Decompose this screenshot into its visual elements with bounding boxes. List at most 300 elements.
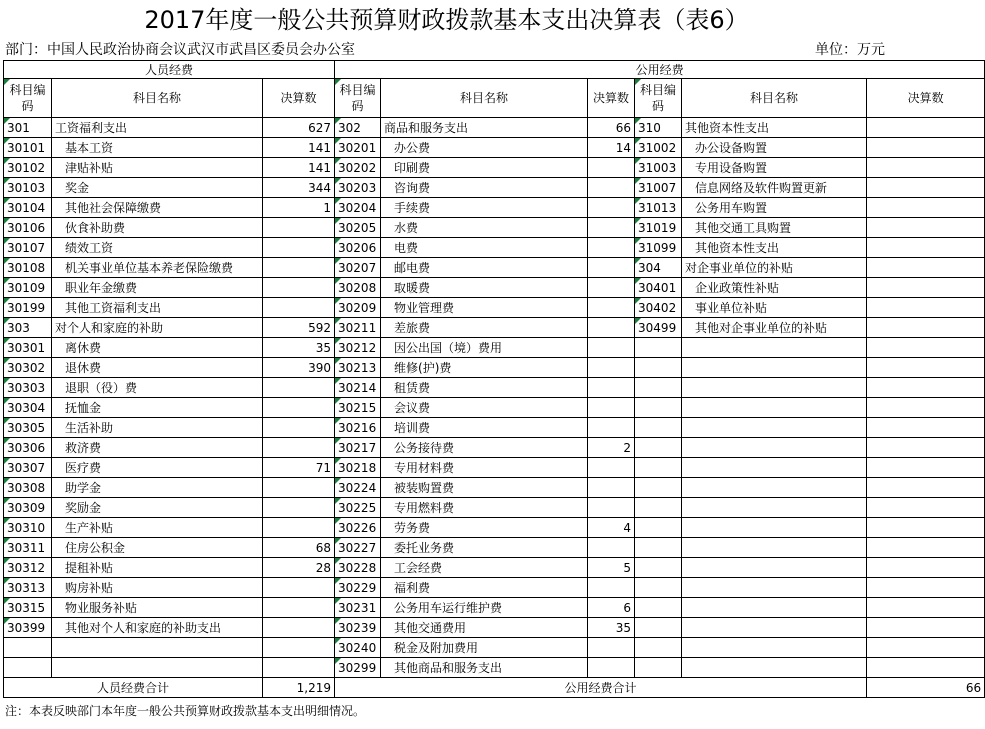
public-name-cell: 水费 bbox=[381, 218, 588, 238]
public-name-cell: 会议费 bbox=[381, 398, 588, 418]
personnel-amount-cell: 35 bbox=[263, 338, 335, 358]
capital-code-cell bbox=[635, 518, 682, 538]
capital-name-cell: 其他资本性支出 bbox=[682, 238, 867, 258]
personnel-code-cell: 30310 bbox=[4, 518, 52, 538]
personnel-name-cell: 其他工资福利支出 bbox=[52, 298, 263, 318]
footnote: 注：本表反映部门本年度一般公共预算财政拨款基本支出明细情况。 bbox=[5, 704, 366, 718]
public-code-cell: 30205 bbox=[335, 218, 381, 238]
capital-code-cell bbox=[635, 458, 682, 478]
capital-name-cell: 其他对企事业单位的补贴 bbox=[682, 318, 867, 338]
capital-name-cell: 信息网络及软件购置更新 bbox=[682, 178, 867, 198]
table-row bbox=[4, 318, 985, 338]
public-name-cell: 商品和服务支出 bbox=[381, 118, 588, 138]
table-row bbox=[4, 158, 985, 178]
capital-amount-cell bbox=[867, 658, 985, 678]
public-name-cell: 差旅费 bbox=[381, 318, 588, 338]
capital-code-cell: 31019 bbox=[635, 218, 682, 238]
personnel-code-cell: 30313 bbox=[4, 578, 52, 598]
personnel-amount-cell bbox=[263, 658, 335, 678]
personnel-code-cell: 30102 bbox=[4, 158, 52, 178]
public-name-cell: 因公出国（境）费用 bbox=[381, 338, 588, 358]
public-code-cell: 30206 bbox=[335, 238, 381, 258]
capital-amount-cell bbox=[867, 338, 985, 358]
public-code-cell: 30203 bbox=[335, 178, 381, 198]
personnel-amount-cell: 71 bbox=[263, 458, 335, 478]
capital-code-cell bbox=[635, 558, 682, 578]
col-header-code: 科目编码 bbox=[635, 79, 682, 118]
personnel-name-cell: 其他对个人和家庭的补助支出 bbox=[52, 618, 263, 638]
public-code-cell: 30214 bbox=[335, 378, 381, 398]
public-amount-cell bbox=[588, 418, 635, 438]
personnel-name-cell: 救济费 bbox=[52, 438, 263, 458]
capital-amount-cell bbox=[867, 158, 985, 178]
personnel-name-cell: 对个人和家庭的补助 bbox=[52, 318, 263, 338]
public-amount-cell bbox=[588, 238, 635, 258]
capital-code-cell bbox=[635, 578, 682, 598]
public-name-cell: 福利费 bbox=[381, 578, 588, 598]
personnel-code-cell: 30312 bbox=[4, 558, 52, 578]
capital-code-cell: 31013 bbox=[635, 198, 682, 218]
capital-name-cell: 办公设备购置 bbox=[682, 138, 867, 158]
public-code-cell: 30299 bbox=[335, 658, 381, 678]
capital-code-cell bbox=[635, 638, 682, 658]
public-amount-cell bbox=[588, 358, 635, 378]
personnel-amount-cell bbox=[263, 518, 335, 538]
public-amount-cell: 6 bbox=[588, 598, 635, 618]
table-row bbox=[4, 558, 985, 578]
personnel-name-cell: 工资福利支出 bbox=[52, 118, 263, 138]
public-name-cell: 被装购置费 bbox=[381, 478, 588, 498]
personnel-amount-cell bbox=[263, 638, 335, 658]
personnel-code-cell: 30301 bbox=[4, 338, 52, 358]
personnel-code-cell: 30101 bbox=[4, 138, 52, 158]
capital-name-cell bbox=[682, 358, 867, 378]
expenditure-table bbox=[3, 60, 985, 698]
capital-name-cell: 对企事业单位的补贴 bbox=[682, 258, 867, 278]
public-code-cell: 30218 bbox=[335, 458, 381, 478]
personnel-amount-cell bbox=[263, 598, 335, 618]
capital-amount-cell bbox=[867, 318, 985, 338]
col-header-amount: 决算数 bbox=[588, 79, 635, 118]
capital-code-cell bbox=[635, 478, 682, 498]
capital-name-cell bbox=[682, 478, 867, 498]
public-name-cell: 培训费 bbox=[381, 418, 588, 438]
public-name-cell: 物业管理费 bbox=[381, 298, 588, 318]
public-amount-cell bbox=[588, 638, 635, 658]
personnel-code-cell: 30311 bbox=[4, 538, 52, 558]
capital-amount-cell bbox=[867, 198, 985, 218]
public-amount-cell bbox=[588, 178, 635, 198]
public-amount-cell: 4 bbox=[588, 518, 635, 538]
public-name-cell: 其他交通费用 bbox=[381, 618, 588, 638]
personnel-name-cell: 物业服务补贴 bbox=[52, 598, 263, 618]
personnel-code-cell: 303 bbox=[4, 318, 52, 338]
personnel-name-cell: 绩效工资 bbox=[52, 238, 263, 258]
personnel-code-cell: 30315 bbox=[4, 598, 52, 618]
capital-amount-cell bbox=[867, 378, 985, 398]
public-name-cell: 租赁费 bbox=[381, 378, 588, 398]
public-code-cell: 30201 bbox=[335, 138, 381, 158]
col-header-amount: 决算数 bbox=[867, 79, 985, 118]
public-code-cell: 30202 bbox=[335, 158, 381, 178]
table-row bbox=[4, 498, 985, 518]
personnel-name-cell: 购房补贴 bbox=[52, 578, 263, 598]
capital-amount-cell bbox=[867, 438, 985, 458]
public-amount-cell bbox=[588, 458, 635, 478]
capital-code-cell bbox=[635, 418, 682, 438]
personnel-code-cell: 30305 bbox=[4, 418, 52, 438]
personnel-amount-cell: 592 bbox=[263, 318, 335, 338]
table-row bbox=[4, 638, 985, 658]
page-title: 2017年度一般公共预算财政拨款基本支出决算表（表6） bbox=[144, 6, 749, 34]
capital-code-cell bbox=[635, 658, 682, 678]
public-amount-cell: 5 bbox=[588, 558, 635, 578]
capital-amount-cell bbox=[867, 538, 985, 558]
table-row bbox=[4, 238, 985, 258]
personnel-name-cell: 奖金 bbox=[52, 178, 263, 198]
public-code-cell: 30224 bbox=[335, 478, 381, 498]
capital-name-cell bbox=[682, 398, 867, 418]
public-amount-cell: 2 bbox=[588, 438, 635, 458]
public-amount-cell: 35 bbox=[588, 618, 635, 638]
personnel-code-cell: 30308 bbox=[4, 478, 52, 498]
public-amount-cell bbox=[588, 158, 635, 178]
public-name-cell: 税金及附加费用 bbox=[381, 638, 588, 658]
capital-name-cell bbox=[682, 598, 867, 618]
capital-amount-cell bbox=[867, 178, 985, 198]
personnel-name-cell: 机关事业单位基本养老保险缴费 bbox=[52, 258, 263, 278]
public-amount-cell bbox=[588, 318, 635, 338]
personnel-code-cell bbox=[4, 658, 52, 678]
personnel-amount-cell: 141 bbox=[263, 158, 335, 178]
public-name-cell: 其他商品和服务支出 bbox=[381, 658, 588, 678]
table-row bbox=[4, 578, 985, 598]
table-row bbox=[4, 118, 985, 138]
capital-name-cell: 专用设备购置 bbox=[682, 158, 867, 178]
personnel-name-cell: 生活补助 bbox=[52, 418, 263, 438]
table-row bbox=[4, 658, 985, 678]
public-code-cell: 30225 bbox=[335, 498, 381, 518]
capital-code-cell: 30499 bbox=[635, 318, 682, 338]
personnel-name-cell: 离休费 bbox=[52, 338, 263, 358]
personnel-amount-cell: 141 bbox=[263, 138, 335, 158]
public-name-cell: 委托业务费 bbox=[381, 538, 588, 558]
personnel-name-cell: 退职（役）费 bbox=[52, 378, 263, 398]
capital-amount-cell bbox=[867, 278, 985, 298]
public-name-cell: 电费 bbox=[381, 238, 588, 258]
capital-amount-cell bbox=[867, 138, 985, 158]
capital-amount-cell bbox=[867, 298, 985, 318]
public-code-cell: 30226 bbox=[335, 518, 381, 538]
capital-name-cell: 事业单位补贴 bbox=[682, 298, 867, 318]
personnel-name-cell: 生产补贴 bbox=[52, 518, 263, 538]
table-row bbox=[4, 478, 985, 498]
personnel-name-cell: 其他社会保障缴费 bbox=[52, 198, 263, 218]
public-code-cell: 30229 bbox=[335, 578, 381, 598]
capital-code-cell bbox=[635, 498, 682, 518]
public-name-cell: 取暖费 bbox=[381, 278, 588, 298]
personnel-code-cell: 30104 bbox=[4, 198, 52, 218]
personnel-amount-cell bbox=[263, 378, 335, 398]
public-code-cell: 30212 bbox=[335, 338, 381, 358]
personnel-name-cell: 提租补贴 bbox=[52, 558, 263, 578]
public-amount-cell: 66 bbox=[588, 118, 635, 138]
capital-name-cell bbox=[682, 498, 867, 518]
personnel-name-cell: 住房公积金 bbox=[52, 538, 263, 558]
public-code-cell: 30227 bbox=[335, 538, 381, 558]
public-amount-cell bbox=[588, 278, 635, 298]
personnel-amount-cell bbox=[263, 438, 335, 458]
personnel-amount-cell bbox=[263, 498, 335, 518]
personnel-name-cell: 退休费 bbox=[52, 358, 263, 378]
capital-name-cell bbox=[682, 618, 867, 638]
group-header-personnel: 人员经费 bbox=[4, 61, 335, 79]
table-row bbox=[4, 398, 985, 418]
personnel-code-cell bbox=[4, 638, 52, 658]
personnel-amount-cell bbox=[263, 578, 335, 598]
capital-name-cell bbox=[682, 418, 867, 438]
capital-amount-cell bbox=[867, 218, 985, 238]
col-header-name: 科目名称 bbox=[682, 79, 867, 118]
personnel-code-cell: 301 bbox=[4, 118, 52, 138]
table-row bbox=[4, 438, 985, 458]
public-amount-cell: 14 bbox=[588, 138, 635, 158]
capital-name-cell bbox=[682, 458, 867, 478]
capital-amount-cell bbox=[867, 558, 985, 578]
personnel-amount-cell bbox=[263, 218, 335, 238]
personnel-code-cell: 30307 bbox=[4, 458, 52, 478]
public-code-cell: 30217 bbox=[335, 438, 381, 458]
capital-code-cell bbox=[635, 438, 682, 458]
capital-amount-cell bbox=[867, 238, 985, 258]
public-code-cell: 302 bbox=[335, 118, 381, 138]
table-row bbox=[4, 178, 985, 198]
personnel-code-cell: 30103 bbox=[4, 178, 52, 198]
public-code-cell: 30208 bbox=[335, 278, 381, 298]
public-code-cell: 30228 bbox=[335, 558, 381, 578]
public-amount-cell bbox=[588, 298, 635, 318]
col-header-code: 科目编码 bbox=[4, 79, 52, 118]
capital-amount-cell bbox=[867, 598, 985, 618]
public-code-cell: 30213 bbox=[335, 358, 381, 378]
public-name-cell: 办公费 bbox=[381, 138, 588, 158]
col-header-name: 科目名称 bbox=[381, 79, 588, 118]
public-code-cell: 30239 bbox=[335, 618, 381, 638]
public-amount-cell bbox=[588, 538, 635, 558]
col-header-name: 科目名称 bbox=[52, 79, 263, 118]
public-name-cell: 劳务费 bbox=[381, 518, 588, 538]
capital-amount-cell bbox=[867, 618, 985, 638]
capital-name-cell bbox=[682, 538, 867, 558]
public-code-cell: 30207 bbox=[335, 258, 381, 278]
personnel-amount-cell bbox=[263, 618, 335, 638]
capital-amount-cell bbox=[867, 478, 985, 498]
capital-name-cell bbox=[682, 438, 867, 458]
capital-name-cell: 其他交通工具购置 bbox=[682, 218, 867, 238]
public-total-value: 66 bbox=[867, 678, 985, 698]
personnel-amount-cell bbox=[263, 258, 335, 278]
personnel-amount-cell: 28 bbox=[263, 558, 335, 578]
public-amount-cell bbox=[588, 578, 635, 598]
capital-amount-cell bbox=[867, 518, 985, 538]
personnel-code-cell: 30306 bbox=[4, 438, 52, 458]
table-row bbox=[4, 278, 985, 298]
table-row bbox=[4, 298, 985, 318]
capital-code-cell bbox=[635, 398, 682, 418]
personnel-amount-cell bbox=[263, 278, 335, 298]
personnel-amount-cell: 390 bbox=[263, 358, 335, 378]
table-row bbox=[4, 458, 985, 478]
personnel-total-label: 人员经费合计 bbox=[4, 678, 263, 698]
personnel-name-cell: 医疗费 bbox=[52, 458, 263, 478]
capital-name-cell bbox=[682, 378, 867, 398]
personnel-code-cell: 30302 bbox=[4, 358, 52, 378]
public-name-cell: 维修(护)费 bbox=[381, 358, 588, 378]
personnel-name-cell: 抚恤金 bbox=[52, 398, 263, 418]
personnel-code-cell: 30304 bbox=[4, 398, 52, 418]
capital-code-cell: 304 bbox=[635, 258, 682, 278]
public-code-cell: 30216 bbox=[335, 418, 381, 438]
table-row bbox=[4, 518, 985, 538]
personnel-name-cell: 津贴补贴 bbox=[52, 158, 263, 178]
capital-code-cell: 30401 bbox=[635, 278, 682, 298]
table-row bbox=[4, 538, 985, 558]
capital-code-cell: 31007 bbox=[635, 178, 682, 198]
public-name-cell: 工会经费 bbox=[381, 558, 588, 578]
capital-code-cell bbox=[635, 538, 682, 558]
public-name-cell: 专用材料费 bbox=[381, 458, 588, 478]
department-label: 部门：中国人民政治协商会议武汉市武昌区委员会办公室 bbox=[5, 42, 355, 58]
personnel-name-cell bbox=[52, 658, 263, 678]
capital-name-cell bbox=[682, 638, 867, 658]
table-row bbox=[4, 378, 985, 398]
public-code-cell: 30240 bbox=[335, 638, 381, 658]
table-row bbox=[4, 138, 985, 158]
capital-code-cell: 31003 bbox=[635, 158, 682, 178]
table-row bbox=[4, 598, 985, 618]
capital-amount-cell bbox=[867, 398, 985, 418]
personnel-code-cell: 30106 bbox=[4, 218, 52, 238]
capital-code-cell bbox=[635, 618, 682, 638]
capital-amount-cell bbox=[867, 358, 985, 378]
public-total-label: 公用经费合计 bbox=[335, 678, 867, 698]
public-code-cell: 30209 bbox=[335, 298, 381, 318]
public-amount-cell bbox=[588, 218, 635, 238]
personnel-code-cell: 30109 bbox=[4, 278, 52, 298]
personnel-amount-cell: 627 bbox=[263, 118, 335, 138]
public-name-cell: 公务用车运行维护费 bbox=[381, 598, 588, 618]
public-amount-cell bbox=[588, 258, 635, 278]
capital-name-cell bbox=[682, 338, 867, 358]
col-header-code: 科目编码 bbox=[335, 79, 381, 118]
public-name-cell: 手续费 bbox=[381, 198, 588, 218]
capital-amount-cell bbox=[867, 638, 985, 658]
capital-amount-cell bbox=[867, 458, 985, 478]
personnel-code-cell: 30107 bbox=[4, 238, 52, 258]
capital-name-cell bbox=[682, 578, 867, 598]
personnel-amount-cell bbox=[263, 418, 335, 438]
personnel-amount-cell: 68 bbox=[263, 538, 335, 558]
personnel-code-cell: 30303 bbox=[4, 378, 52, 398]
public-amount-cell bbox=[588, 378, 635, 398]
personnel-total-value: 1,219 bbox=[263, 678, 335, 698]
capital-code-cell: 31099 bbox=[635, 238, 682, 258]
personnel-amount-cell bbox=[263, 238, 335, 258]
col-header-amount: 决算数 bbox=[263, 79, 335, 118]
public-name-cell: 公务接待费 bbox=[381, 438, 588, 458]
public-amount-cell bbox=[588, 398, 635, 418]
personnel-name-cell: 基本工资 bbox=[52, 138, 263, 158]
capital-code-cell bbox=[635, 378, 682, 398]
public-code-cell: 30211 bbox=[335, 318, 381, 338]
table-row bbox=[4, 418, 985, 438]
capital-name-cell bbox=[682, 658, 867, 678]
public-name-cell: 咨询费 bbox=[381, 178, 588, 198]
capital-name-cell bbox=[682, 558, 867, 578]
personnel-name-cell: 职业年金缴费 bbox=[52, 278, 263, 298]
public-amount-cell bbox=[588, 198, 635, 218]
capital-code-cell: 310 bbox=[635, 118, 682, 138]
capital-code-cell: 30402 bbox=[635, 298, 682, 318]
table-row bbox=[4, 258, 985, 278]
unit-label: 单位：万元 bbox=[815, 42, 885, 58]
capital-code-cell bbox=[635, 338, 682, 358]
public-code-cell: 30204 bbox=[335, 198, 381, 218]
capital-code-cell bbox=[635, 598, 682, 618]
table-row bbox=[4, 358, 985, 378]
capital-amount-cell bbox=[867, 418, 985, 438]
public-code-cell: 30215 bbox=[335, 398, 381, 418]
personnel-name-cell: 奖励金 bbox=[52, 498, 263, 518]
personnel-code-cell: 30309 bbox=[4, 498, 52, 518]
table-row bbox=[4, 218, 985, 238]
capital-code-cell: 31002 bbox=[635, 138, 682, 158]
personnel-code-cell: 30199 bbox=[4, 298, 52, 318]
capital-amount-cell bbox=[867, 118, 985, 138]
capital-amount-cell bbox=[867, 498, 985, 518]
personnel-code-cell: 30108 bbox=[4, 258, 52, 278]
personnel-name-cell: 伙食补助费 bbox=[52, 218, 263, 238]
public-amount-cell bbox=[588, 338, 635, 358]
personnel-amount-cell: 1 bbox=[263, 198, 335, 218]
public-amount-cell bbox=[588, 478, 635, 498]
personnel-amount-cell bbox=[263, 298, 335, 318]
public-amount-cell bbox=[588, 498, 635, 518]
public-name-cell: 邮电费 bbox=[381, 258, 588, 278]
capital-code-cell bbox=[635, 358, 682, 378]
group-header-public: 公用经费 bbox=[335, 61, 985, 79]
personnel-name-cell bbox=[52, 638, 263, 658]
capital-name-cell: 其他资本性支出 bbox=[682, 118, 867, 138]
public-amount-cell bbox=[588, 658, 635, 678]
table-row bbox=[4, 338, 985, 358]
personnel-name-cell: 助学金 bbox=[52, 478, 263, 498]
personnel-amount-cell bbox=[263, 478, 335, 498]
personnel-amount-cell bbox=[263, 398, 335, 418]
capital-name-cell bbox=[682, 518, 867, 538]
capital-amount-cell bbox=[867, 578, 985, 598]
public-code-cell: 30231 bbox=[335, 598, 381, 618]
table-row bbox=[4, 618, 985, 638]
capital-amount-cell bbox=[867, 258, 985, 278]
capital-name-cell: 企业政策性补贴 bbox=[682, 278, 867, 298]
capital-name-cell: 公务用车购置 bbox=[682, 198, 867, 218]
personnel-code-cell: 30399 bbox=[4, 618, 52, 638]
public-name-cell: 专用燃料费 bbox=[381, 498, 588, 518]
table-body bbox=[4, 118, 985, 678]
personnel-amount-cell: 344 bbox=[263, 178, 335, 198]
public-name-cell: 印刷费 bbox=[381, 158, 588, 178]
